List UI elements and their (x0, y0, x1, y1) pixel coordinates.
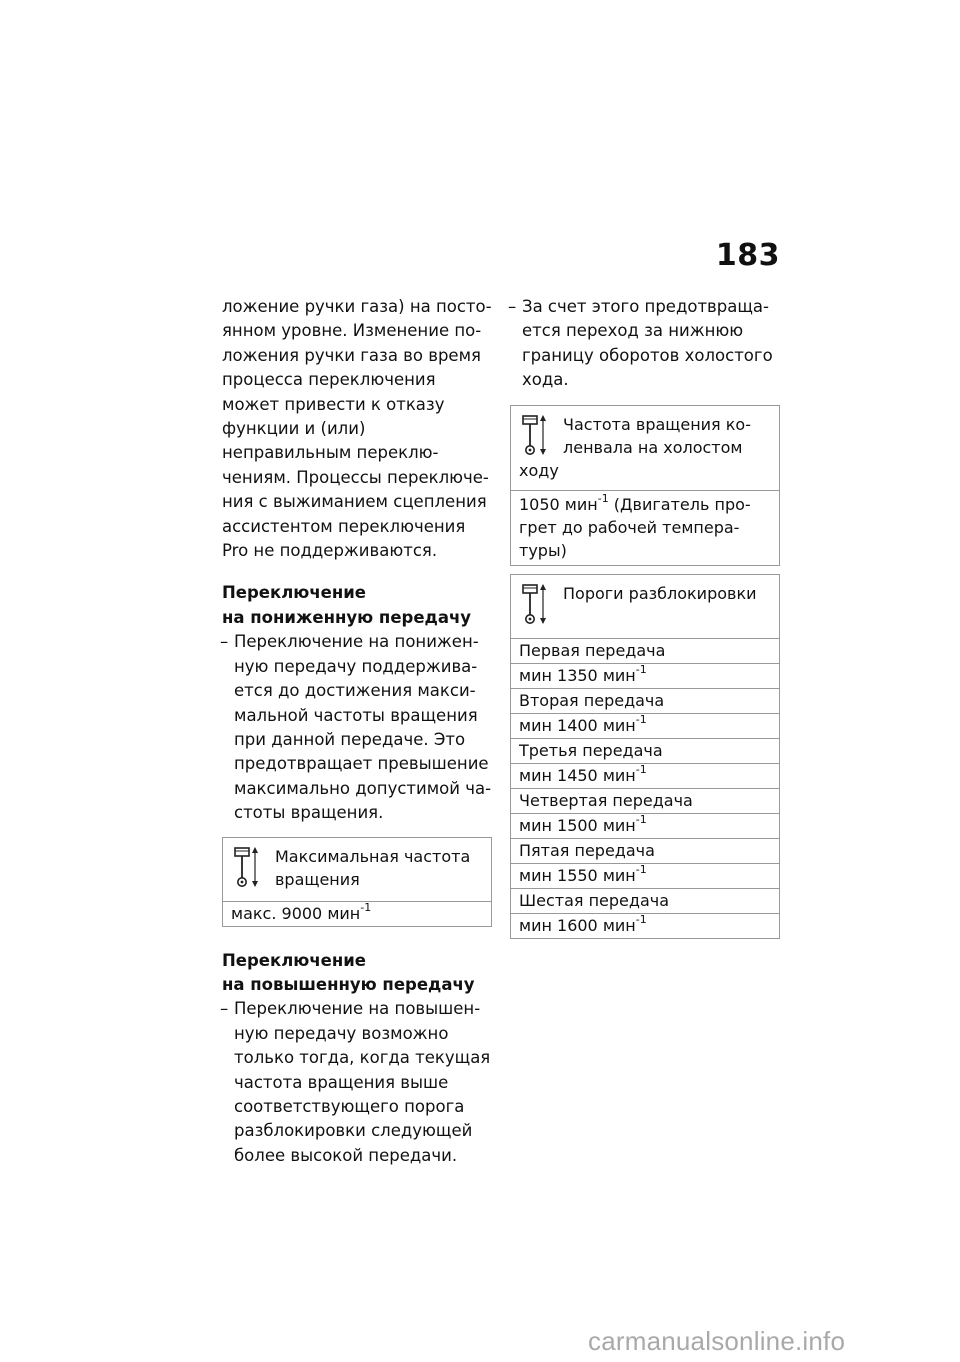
spec-value: 1050 мин (519, 494, 598, 514)
unit-superscript: -1 (360, 901, 372, 915)
downshift-item (222, 630, 492, 825)
threshold-value: мин 1450 мин (519, 765, 636, 785)
spec-label: Максимальная частота вращения (275, 846, 471, 889)
gear-name-row: Первая передача (511, 638, 779, 663)
list-dash: – (220, 999, 229, 1019)
gear-name-row: Вторая передача (511, 688, 779, 713)
spec-table-header (223, 838, 491, 901)
unlock-thresholds-table (510, 574, 780, 939)
downshift-heading (222, 581, 492, 630)
spec-table-header (511, 575, 779, 638)
gear-name-row: Третья передача (511, 738, 779, 763)
unit-superscript: -1 (635, 763, 647, 777)
unit-superscript: -1 (635, 863, 647, 877)
downshift-heading-line2: на пониженную передачу (222, 607, 472, 627)
downshift-text: Переключение на понижен-ную передачу поддержива-ется до достижения макси-мальной частоты вращения при данной передаче. Это предотвращает превышение максимально допустимой ча-стоты вращения. (234, 632, 492, 823)
threshold-value-row (511, 663, 779, 688)
upshift-item (222, 997, 492, 1168)
right-column (510, 295, 780, 939)
gear-name-row: Четвертая передача (511, 788, 779, 813)
upshift-heading-line1: Переключение (222, 950, 366, 970)
gear-name-row: Шестая передача (511, 888, 779, 913)
threshold-value-row (511, 763, 779, 788)
gear-name-row: Пятая передача (511, 838, 779, 863)
unit-superscript: -1 (635, 813, 647, 827)
threshold-value-row (511, 713, 779, 738)
watermark: carmanualsonline.info (588, 1326, 846, 1356)
unit-superscript: -1 (597, 492, 609, 506)
spec-value-row (223, 901, 491, 926)
unit-superscript: -1 (635, 713, 647, 727)
threshold-value-row (511, 813, 779, 838)
threshold-value: мин 1500 мин (519, 815, 636, 835)
threshold-value: мин 1350 мин (519, 665, 636, 685)
engine-piston-icon (519, 413, 559, 459)
idle-note-text: За счет этого предотвраща-ется переход за нижнюю границу оборотов холостого хода. (522, 297, 773, 390)
list-dash: – (508, 297, 517, 316)
unit-superscript: -1 (635, 663, 647, 677)
threshold-value: мин 1600 мин (519, 915, 636, 935)
upshift-heading-line2: на повышенную передачу (222, 974, 475, 994)
spec-label: Пороги разблокировки (563, 583, 757, 603)
spec-value-suffix: (Двигатель про-грет до рабочей темпера-туры) (519, 494, 751, 560)
idle-rpm-spec-table (510, 405, 780, 566)
threshold-value: мин 1400 мин (519, 715, 636, 735)
max-rpm-spec-table (222, 837, 492, 927)
threshold-value-row (511, 913, 779, 938)
list-dash: – (220, 632, 229, 652)
engine-piston-icon (519, 582, 559, 628)
spec-table-header (511, 406, 779, 490)
spec-value: макс. 9000 мин (231, 903, 361, 923)
spec-value-row (511, 490, 779, 565)
unit-superscript: -1 (635, 913, 647, 927)
upshift-heading (222, 949, 492, 998)
page-number: 183 (715, 238, 780, 273)
threshold-value: мин 1550 мин (519, 865, 636, 885)
idle-note-item (510, 295, 780, 393)
spec-label: Частота вращения ко-ленвала на холостом ходу (519, 414, 751, 480)
engine-piston-icon (231, 845, 271, 891)
left-column (222, 295, 492, 1168)
upshift-text: Переключение на повышен-ную передачу возможно только тогда, когда текущая частота вращения выше соответствующего порога разблокировки следующей более высокой передачи. (234, 999, 491, 1165)
threshold-value-row (511, 863, 779, 888)
downshift-heading-line1: Переключение (222, 583, 366, 603)
intro-paragraph: ложение ручки газа) на посто-янном уровне. Изменение по-ложения ручки газа во время процесса переключения может привести к отказу функции и (или) неправильным переклю-чениям. Процессы переключе-ния с выжиманием сцепления ассистентом переключения Pro не поддерживаются. (222, 297, 492, 561)
